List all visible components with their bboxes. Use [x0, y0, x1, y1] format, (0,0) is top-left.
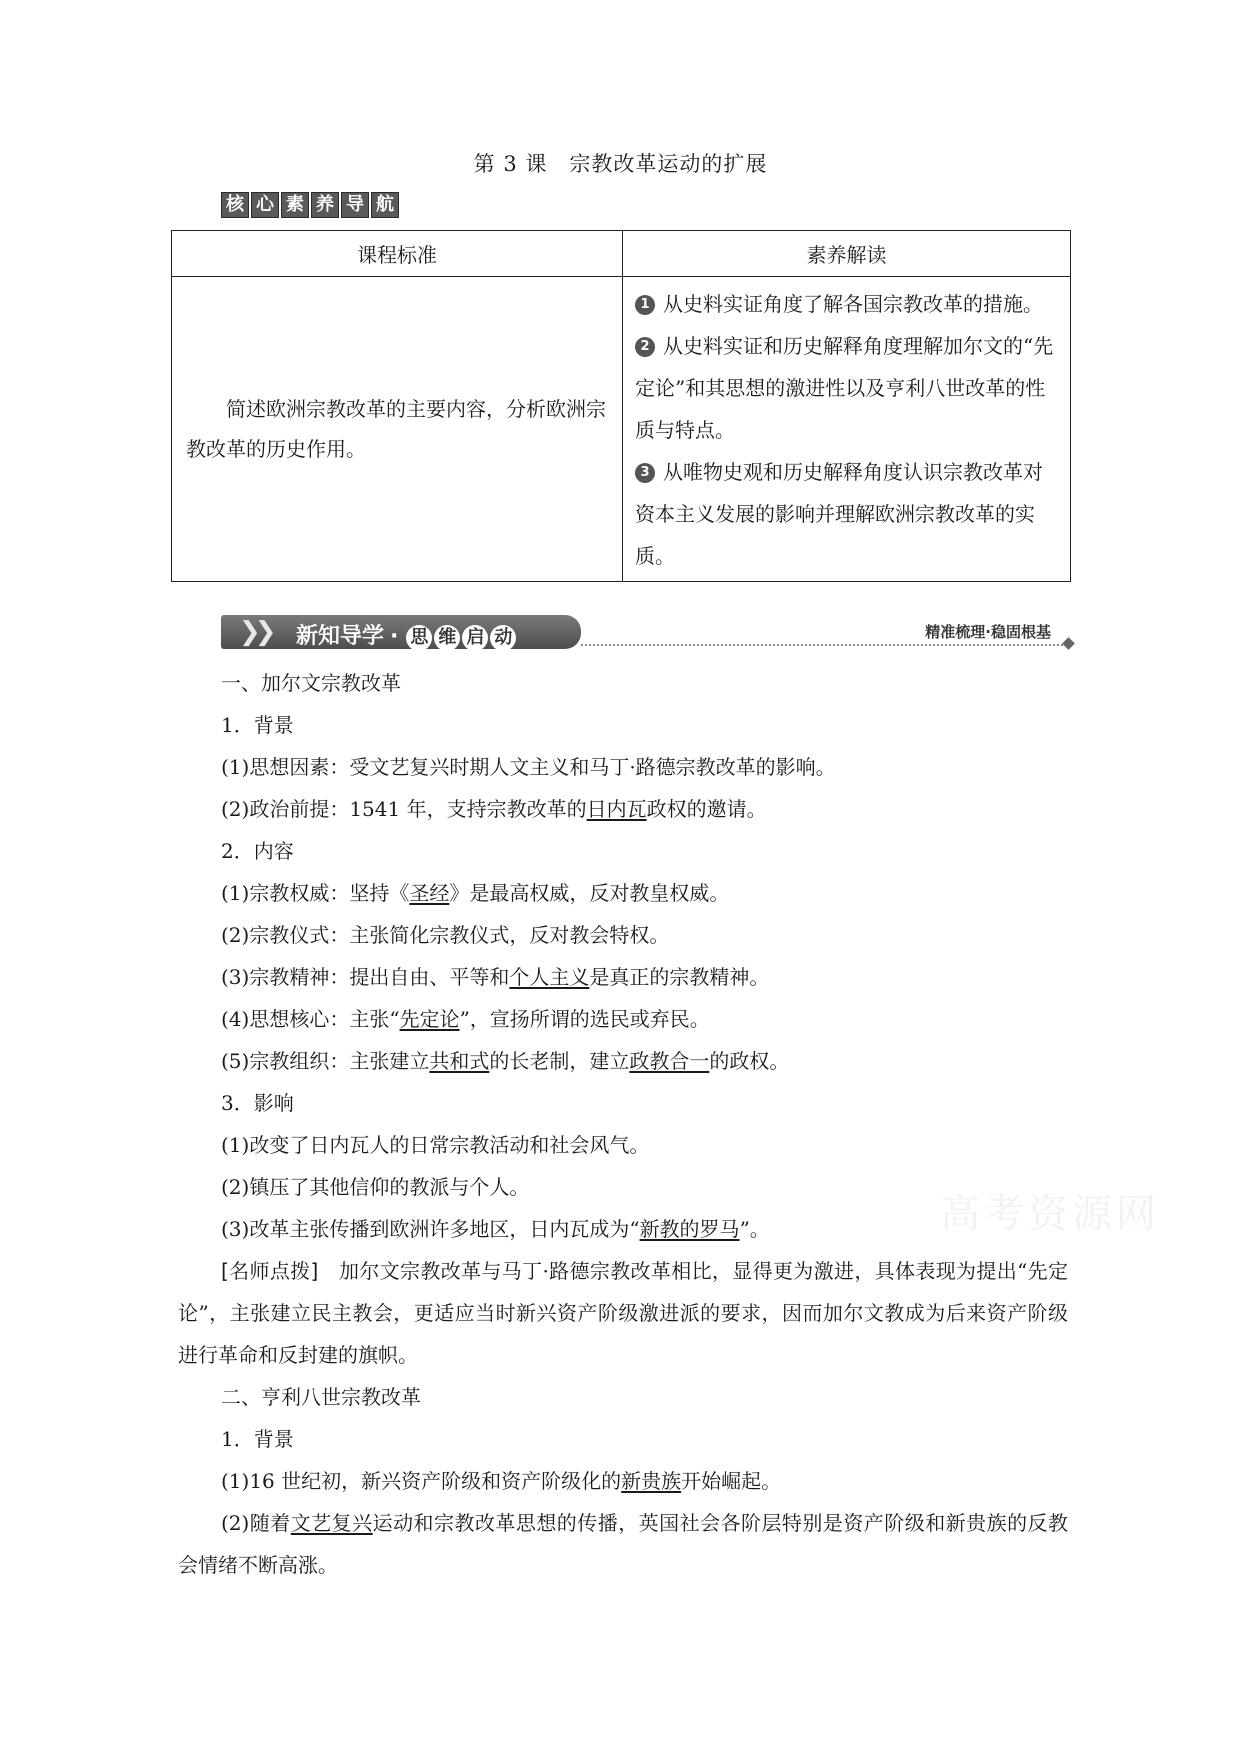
section-heading: 一、加尔文宗教改革 [221, 671, 401, 695]
banner-title: 新知导学 · 思 维 启 动 [296, 619, 516, 651]
number-2-icon: 2 [635, 337, 655, 357]
list-item: (1)16 世纪初，新兴资产阶级和资产阶级化的新贵族开始崛起。 [221, 1469, 782, 1493]
underlined-term: 文艺复兴 [290, 1511, 373, 1535]
badge-char: 核 [221, 192, 249, 218]
list-item: (1)思想因素：受文艺复兴时期人文主义和马丁·路德宗教改革的影响。 [221, 755, 836, 779]
number-3-icon: 3 [635, 463, 655, 483]
list-item: (5)宗教组织：主张建立共和式的长老制，建立政教合一的政权。 [221, 1049, 790, 1073]
teacher-tip: [名师点拨] 加尔文宗教改革与马丁·路德宗教改革相比，显得更为激进，具体表现为提出“先定论”，主张建立民主教会，更适应当时新兴资产阶级激进派的要求，因而加尔文教成为后来资产阶级进行革命和反封建的旗帜。 [178, 1259, 1068, 1367]
badge-char: 养 [311, 192, 339, 218]
list-item: (2)随着文艺复兴运动和宗教改革思想的传播，英国社会各阶层特别是资产阶级和新贵族的反教会情绪不断高涨。 [178, 1511, 1069, 1577]
list-item: (3)改革主张传播到欧洲许多地区，日内瓦成为“新教的罗马”。 [221, 1217, 770, 1241]
literacy-item: 1 从史料实证角度了解各国宗教改革的措施。 [635, 283, 1060, 325]
underlined-term: 日内瓦 [586, 797, 647, 821]
diamond-icon [1062, 637, 1075, 650]
tip-label: [名师点拨] [221, 1259, 319, 1283]
subheading: 1．背景 [221, 713, 294, 737]
underlined-term: 政教合一 [629, 1049, 710, 1073]
underlined-term: 共和式 [429, 1049, 490, 1073]
underlined-term: 圣经 [409, 881, 450, 905]
literacy-item: 3 从唯物史观和历史解释角度认识宗教改革对资本主义发展的影响并理解欧洲宗教改革的实质。 [635, 460, 1043, 568]
banner-subtitle: 精准梳理·稳固根基 [925, 623, 1051, 641]
underlined-term: 个人主义 [509, 965, 590, 989]
standards-table [171, 230, 1071, 582]
page-title: 第 3 课 宗教改革运动的扩展 [473, 152, 768, 176]
subheading: 1．背景 [221, 1427, 294, 1451]
header-course-standard: 课程标准 [172, 231, 623, 277]
list-item: (2)镇压了其他信仰的教派与个人。 [221, 1175, 530, 1199]
double-chevron-icon: ❯❯ [239, 617, 271, 647]
banner-background [221, 615, 581, 649]
main-content [178, 662, 1068, 1586]
underlined-term: 新贵族 [621, 1469, 682, 1493]
subheading: 3．影响 [221, 1091, 294, 1115]
badge-char: 导 [341, 192, 369, 218]
list-item: (2)政治前提：1541 年，支持宗教改革的日内瓦政权的邀请。 [221, 797, 767, 821]
core-literacy-badge [221, 192, 399, 218]
literacy-cell [623, 277, 1071, 582]
underlined-term: 新教的罗马 [639, 1217, 740, 1241]
section-heading: 二、亨利八世宗教改革 [221, 1385, 421, 1409]
dotted-divider [581, 644, 1063, 646]
list-item: (2)宗教仪式：主张简化宗教仪式，反对教会特权。 [221, 923, 670, 947]
course-standard-text: 简述欧洲宗教改革的主要内容，分析欧洲宗教改革的历史作用。 [186, 397, 606, 461]
watermark: 高考资源网 [940, 1191, 1160, 1237]
list-item: (3)宗教精神：提出自由、平等和个人主义是真正的宗教精神。 [221, 965, 770, 989]
list-item: (1)宗教权威：坚持《圣经》是最高权威，反对教皇权威。 [221, 881, 730, 905]
badge-char: 心 [251, 192, 279, 218]
header-literacy-interpretation: 素养解读 [623, 231, 1071, 277]
course-standard-cell [172, 277, 623, 582]
list-item: (1)改变了日内瓦人的日常宗教活动和社会风气。 [221, 1133, 650, 1157]
subheading: 2．内容 [221, 839, 294, 863]
badge-char: 素 [281, 192, 309, 218]
section-banner [221, 615, 1081, 651]
badge-char: 航 [371, 192, 399, 218]
underlined-term: 先定论 [399, 1007, 460, 1031]
number-1-icon: 1 [635, 295, 655, 315]
literacy-item: 2 从史料实证和历史解释角度理解加尔文的“先定论”和其思想的激进性以及亨利八世改革的性质与特点。 [635, 334, 1054, 442]
list-item: (4)思想核心：主张“先定论”，宣扬所谓的选民或弃民。 [221, 1007, 710, 1031]
